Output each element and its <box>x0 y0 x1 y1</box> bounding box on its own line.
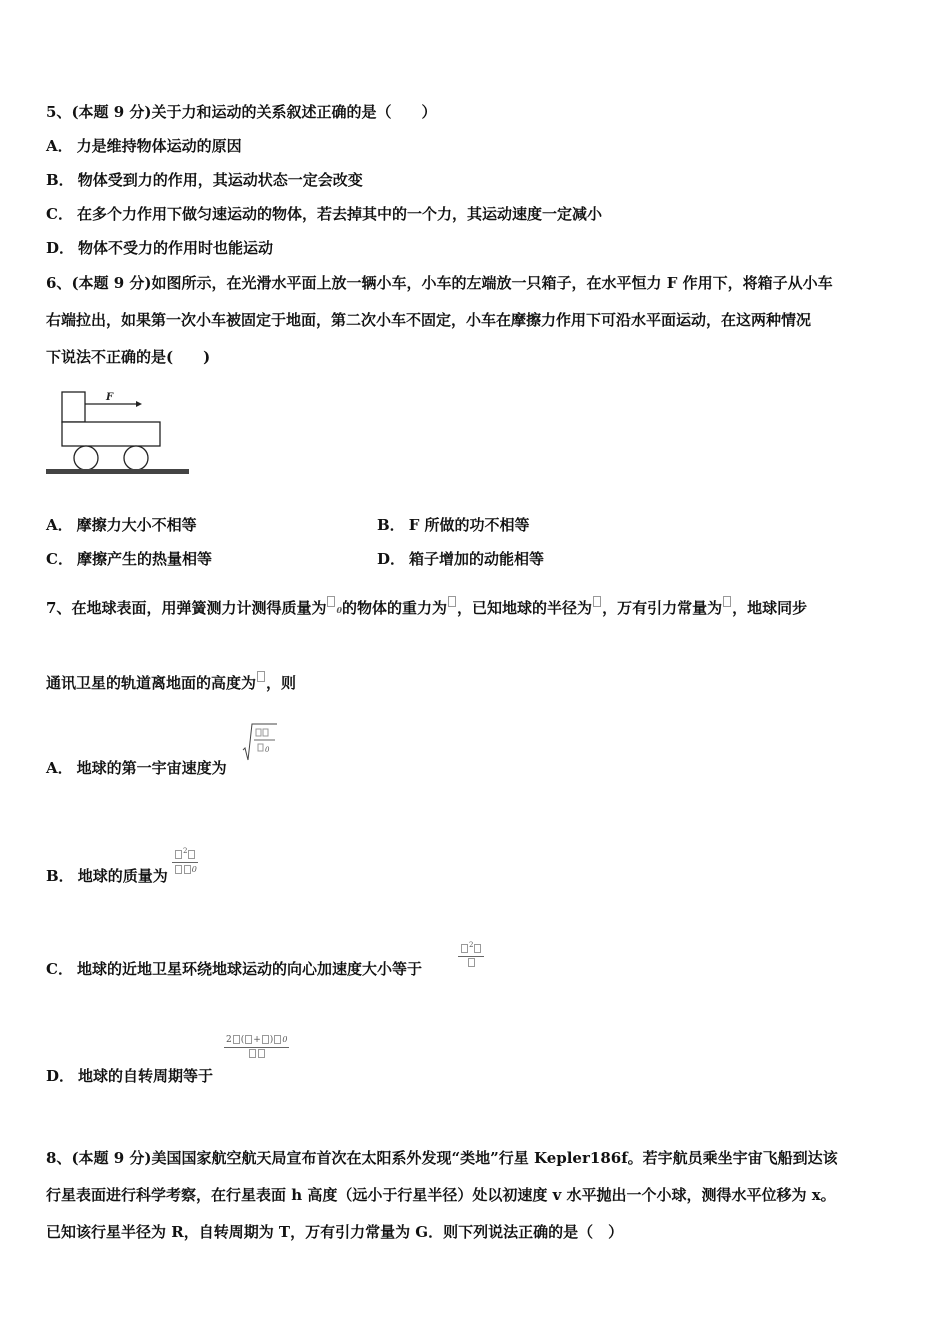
option-label: B． <box>377 516 405 534</box>
q5-option-d <box>46 238 273 258</box>
q7-text: ，则 <box>266 674 297 692</box>
q8-number: 8、 <box>46 1149 72 1167</box>
option-text: 地球的第一宇宙速度为 <box>76 759 227 777</box>
subscript: 0 <box>282 1035 288 1044</box>
q6-stem-line-1 <box>46 273 833 293</box>
formula-b-fraction <box>172 846 198 876</box>
option-label: B． <box>46 867 74 885</box>
symbol-placeholder-icon <box>723 596 731 607</box>
q6-stem-line-2: 右端拉出，如果第一次小车被固定于地面，第二次小车不固定，小车在摩擦力作用下可沿水平面运动，在这两种情况 <box>46 311 812 329</box>
svg-text:F: F <box>106 392 114 403</box>
q6-option-b <box>377 515 530 535</box>
q7-option-d <box>46 1066 213 1086</box>
formula-d-fraction <box>224 1034 289 1060</box>
q8-stem-line-3: 已知该行星半径为 R，自转周期为 T，万有引力常量为 G．则下列说法正确的是（ ） <box>46 1223 624 1241</box>
cart-box-figure <box>46 388 191 482</box>
option-label: D． <box>46 239 75 257</box>
symbol-placeholder-icon <box>175 865 182 874</box>
symbol-placeholder-icon <box>175 850 182 859</box>
q5-number: 5、 <box>46 103 72 121</box>
option-label: D． <box>377 550 406 568</box>
sqrt-icon <box>242 722 278 762</box>
q8-stem-line-1 <box>46 1148 838 1168</box>
svg-text:0: 0 <box>265 746 270 754</box>
option-label: A． <box>46 516 73 534</box>
formula-a-sqrt <box>242 722 278 766</box>
superscript: 2 <box>183 847 188 855</box>
symbol-placeholder-icon <box>461 944 468 953</box>
option-label: A． <box>46 137 73 155</box>
q7-option-b <box>46 866 168 886</box>
q5-stem-text: (本题 9 分)关于力和运动的关系叙述正确的是（ ） <box>71 103 437 121</box>
option-text: 力是维持物体运动的原因 <box>76 137 242 155</box>
symbol-placeholder-icon <box>468 958 475 967</box>
q7-text: 的物体的重力为 <box>342 599 448 617</box>
option-text: 物体不受力的作用时也能运动 <box>78 239 274 257</box>
option-label: C． <box>46 550 73 568</box>
q7-text: 通讯卫星的轨道离地面的高度为 <box>46 674 257 692</box>
subscript: 0 <box>336 605 343 615</box>
formula-text: + <box>253 1035 261 1045</box>
symbol-placeholder-icon <box>257 671 265 682</box>
q7-stem-line-1 <box>46 596 807 620</box>
option-text: 地球的质量为 <box>77 867 168 885</box>
option-label: D． <box>46 1067 75 1085</box>
symbol-placeholder-icon <box>327 596 335 607</box>
option-text: 地球的近地卫星环绕地球运动的向心加速度大小等于 <box>76 960 422 978</box>
symbol-placeholder-icon <box>188 850 195 859</box>
option-text: 摩擦力大小不相等 <box>76 516 197 534</box>
option-text: 摩擦产生的热量相等 <box>76 550 212 568</box>
q6-option-d <box>377 549 544 569</box>
q7-text: ，万有引力常量为 <box>602 599 723 617</box>
formula-text: ( <box>240 1035 245 1045</box>
q5-option-b <box>46 170 363 190</box>
q8-stem-line-2: 行星表面进行科学考察，在行星表面 h 高度（远小于行星半径）处以初速度 v 水平抛出一个小球，测得水平位移为 x。 <box>46 1186 836 1204</box>
symbol-placeholder-icon <box>474 944 481 953</box>
symbol-placeholder-icon <box>274 1035 281 1044</box>
formula-text: 2 <box>226 1035 232 1045</box>
option-label: C． <box>46 205 73 223</box>
q7-text: ，已知地球的半径为 <box>457 599 593 617</box>
q7-option-c <box>46 959 422 979</box>
option-text: 地球的自转周期等于 <box>78 1067 214 1085</box>
q7-stem-line-2 <box>46 671 296 693</box>
subscript: 0 <box>191 865 197 874</box>
q6-option-a <box>46 515 197 535</box>
q6-stem-text: (本题 9 分)如图所示，在光滑水平面上放一辆小车，小车的左端放一只箱子，在水平恒力 F 作用下，将箱子从小车 <box>71 274 833 292</box>
q7-option-a <box>46 758 227 778</box>
q7-text: ，地球同步 <box>732 599 808 617</box>
superscript: 2 <box>469 941 474 949</box>
symbol-placeholder-icon <box>245 1035 252 1044</box>
symbol-placeholder-icon <box>233 1035 240 1044</box>
q6-number: 6、 <box>46 274 72 292</box>
option-label: B． <box>46 171 74 189</box>
q5-stem <box>46 102 437 122</box>
cart-diagram-icon <box>46 388 191 478</box>
q8-stem-text: (本题 9 分)美国国家航空航天局宣布首次在太阳系外发现“类地”行星 Kepler186f。若宇航员乘坐宇宙飞船到达该 <box>71 1149 838 1167</box>
option-text: 物体受到力的作用，其运动状态一定会改变 <box>77 171 363 189</box>
symbol-placeholder-icon <box>262 1035 269 1044</box>
formula-text: ) <box>269 1035 274 1045</box>
symbol-placeholder-icon <box>593 596 601 607</box>
q5-option-c <box>46 204 602 224</box>
option-label: A． <box>46 759 73 777</box>
q7-text: 在地球表面，用弹簧测力计测得质量为 <box>71 599 327 617</box>
option-text: 箱子增加的动能相等 <box>409 550 545 568</box>
option-label: C． <box>46 960 73 978</box>
symbol-placeholder-icon <box>249 1049 256 1058</box>
option-text: 在多个力作用下做匀速运动的物体，若去掉其中的一个力，其运动速度一定减小 <box>76 205 602 223</box>
q6-option-c <box>46 549 212 569</box>
q6-stem-line-3: 下说法不正确的是( ) <box>46 348 211 366</box>
symbol-placeholder-icon <box>448 596 456 607</box>
q5-option-a <box>46 136 242 156</box>
q7-number: 7、 <box>46 599 72 617</box>
formula-c-fraction <box>458 940 484 969</box>
symbol-placeholder-icon <box>258 1049 265 1058</box>
option-text: F 所做的功不相等 <box>408 516 530 534</box>
symbol-placeholder-icon <box>184 865 191 874</box>
